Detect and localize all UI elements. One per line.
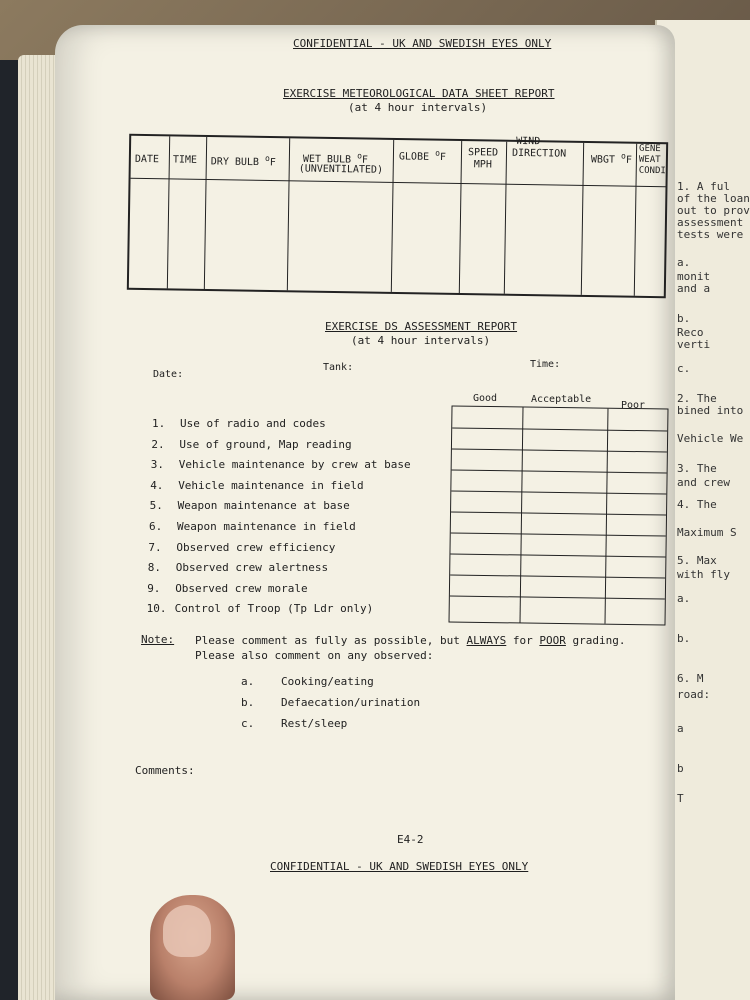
assessment-item-text: Observed crew morale [175,581,308,595]
assessment-item-number: 5. [149,499,163,513]
col-speed: SPEED [467,147,499,159]
note-line-2: Please also comment on any observed: [195,649,434,662]
facing-page-line: 4. The [677,498,717,511]
facing-page-line: c. [677,362,691,375]
col-wet-bulb-note: (UNVENTILATED) [298,163,384,176]
footer-classification: CONFIDENTIAL - UK AND SWEDISH EYES ONLY [270,860,529,873]
assessment-item-number: 8. [147,561,162,575]
note-label: Note: [141,633,175,646]
facing-page-line: b. [677,632,691,645]
col-general-2: WEAT [638,154,661,166]
col-time: TIME [172,154,198,166]
observed-item-letter: c. [241,717,255,730]
facing-page-line: a [677,722,684,735]
facing-page-line: bined into [677,404,744,417]
ds-report-subtitle: (at 4 hour intervals) [351,334,491,347]
col-date: DATE [134,153,160,166]
facing-page-line: 5. Max [677,554,717,567]
col-mph: MPH [473,159,492,171]
tank-label: Tank: [323,362,354,373]
facing-page-line: Reco [677,326,704,339]
thumbnail-nail [163,905,211,957]
facing-page-line: tests were [677,228,744,241]
facing-page-line: 6. M [677,672,704,685]
assessment-item-text: Weapon maintenance at base [177,499,350,513]
observed-item-text: Cooking/eating [281,675,374,688]
col-general-3: CONDI [638,165,666,177]
facing-page-line: monit [677,270,711,283]
assessment-item-text: Vehicle maintenance by crew at base [178,458,411,472]
assessment-item-text: Control of Troop (Tp Ldr only) [174,602,374,616]
assessment-item-number: 9. [147,581,161,595]
facing-page-line: a. [677,592,691,605]
assessment-item-text: Vehicle maintenance in field [178,478,364,492]
assessment-item-number: 3. [150,458,165,472]
rating-good: Good [473,393,498,404]
facing-page-line: b [677,762,684,775]
facing-page-line: Vehicle We [677,432,744,445]
facing-page-line: 2. The [677,392,717,405]
facing-page-line: road: [677,688,711,701]
assessment-item-text: Use of radio and codes [180,417,326,430]
col-general-1: GENE [639,143,661,155]
assessment-item-number: 4. [150,478,164,492]
col-direction: DIRECTION [511,147,567,160]
assessment-item-number: 2. [151,437,165,451]
assessment-item-text: Weapon maintenance in field [177,520,356,533]
observed-item-text: Rest/sleep [281,717,348,730]
col-dry-bulb: DRY BULB $^o$F [210,153,276,169]
time-label: Time: [530,359,561,370]
facing-page-line: of the loan [677,192,750,205]
header-classification: CONFIDENTIAL - UK AND SWEDISH EYES ONLY [293,37,552,50]
col-wet-bulb: WET BULB $^o$F [302,151,369,166]
col-wbgt: WBGT $^o$F [590,151,632,167]
assessment-item-number: 7. [148,540,162,554]
facing-page-line: verti [677,338,711,351]
met-data-table [128,135,673,293]
facing-page-line: and crew [677,476,730,489]
assessment-item-number: 1. [152,417,166,430]
assessment-item-number: 10. [146,602,167,616]
rating-grid [448,405,668,625]
facing-page-line: 1. A ful [677,180,730,193]
facing-page-line: T [677,792,684,805]
comments-label: Comments: [135,764,195,777]
observed-item-text: Defaecation/urination [281,696,421,709]
document-page [55,25,675,1000]
assessment-item-text: Observed crew alertness [175,561,329,575]
rating-acceptable: Acceptable [531,394,592,405]
facing-page-line: Maximum S [677,526,737,539]
facing-page-line: out to prov [677,204,750,217]
facing-page-line: assessment [677,216,744,229]
col-globe: GLOBE $^o$F [398,148,447,164]
met-report-subtitle: (at 4 hour intervals) [348,101,488,114]
assessment-item-text: Use of ground, Map reading [179,437,352,451]
facing-page-line: with fly [677,568,730,581]
col-wind: WIND [516,135,541,148]
page-number: E4-2 [397,833,424,846]
ds-report-title: EXERCISE DS ASSESSMENT REPORT [325,320,518,333]
facing-page-line: a. [677,256,691,269]
facing-page-line: b. [677,312,691,325]
note-line-1: Please comment as fully as possible, but ALWAYS for POOR grading. [195,634,626,647]
rating-poor: Poor [621,400,646,411]
met-report-title: EXERCISE METEOROLOGICAL DATA SHEET REPORT [283,87,555,100]
assessment-item-text: Observed crew efficiency [176,540,336,554]
facing-page-line: 3. The [677,462,717,475]
facing-page-line: and a [677,282,711,295]
observed-item-letter: b. [241,696,255,709]
observed-item-letter: a. [241,675,255,688]
date-label: Date: [153,369,184,380]
assessment-item-number: 6. [149,520,163,533]
